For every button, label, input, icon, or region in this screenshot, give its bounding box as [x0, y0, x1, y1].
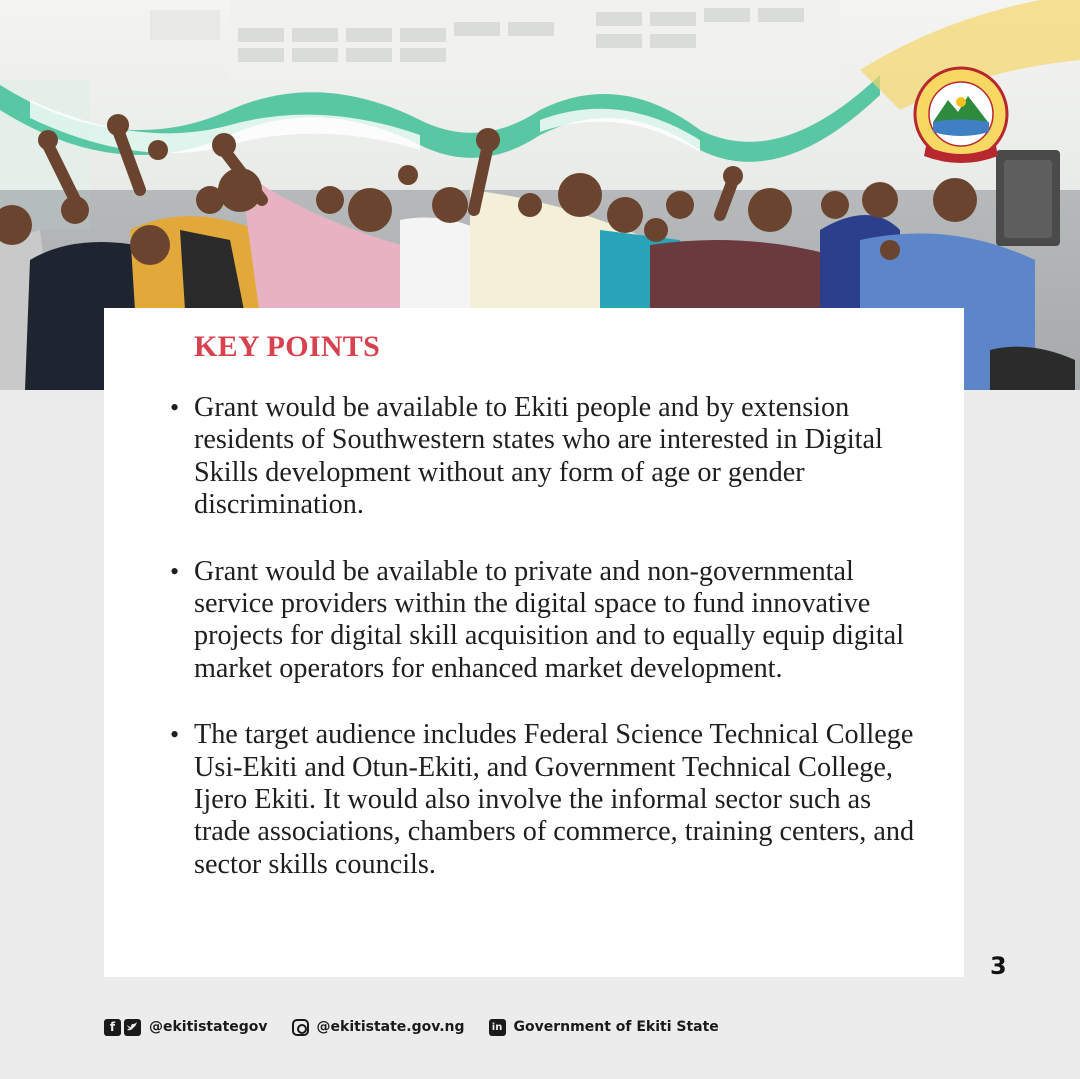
ekiti-seal-logo	[906, 62, 1016, 172]
instagram-icon	[292, 1019, 309, 1036]
linkedin-name: Government of Ekiti State	[513, 1019, 719, 1035]
instagram-handle: @ekitistate.gov.ng	[316, 1019, 465, 1035]
twitter-icon	[124, 1019, 141, 1036]
facebook-twitter-handle: @ekitistategov	[149, 1019, 268, 1035]
facebook-twitter-link[interactable]	[104, 1019, 268, 1036]
point-text: The target audience includes Federal Science Technical College Usi-Ekiti and Otun-Ekiti, and Government Technical College, Ijero Ekiti. It would also involve the informal sector such as trade associations, chambers of commerce, training centers, and sector skills councils.	[194, 719, 915, 880]
point-text: Grant would be available to private and non-governmental service providers within the digital space to fund innovative projects for digital skill acquisition and to equally equip digital market operators for enhanced market development.	[194, 555, 905, 684]
instagram-link[interactable]	[292, 1019, 465, 1036]
facebook-icon: f	[104, 1019, 121, 1036]
linkedin-icon: in	[489, 1019, 506, 1036]
bullet-icon: •	[170, 720, 180, 750]
bullet-icon: •	[170, 393, 180, 422]
key-points-card	[104, 308, 964, 977]
bullet-icon: •	[170, 556, 180, 586]
card-title: KEY POINTS	[194, 330, 381, 363]
key-points-list	[164, 392, 934, 915]
social-footer	[104, 1016, 743, 1038]
point-text: Grant would be available to Ekiti people and by extension residents of Southwestern states who are interested in Digital Skills development without any form of age or gender discrimination.	[194, 392, 883, 521]
state-emblem	[906, 62, 1016, 172]
linkedin-link[interactable]	[489, 1019, 719, 1036]
list-item	[164, 392, 934, 522]
list-item	[164, 719, 934, 881]
page-number: 3	[990, 952, 1007, 980]
list-item	[164, 556, 934, 686]
